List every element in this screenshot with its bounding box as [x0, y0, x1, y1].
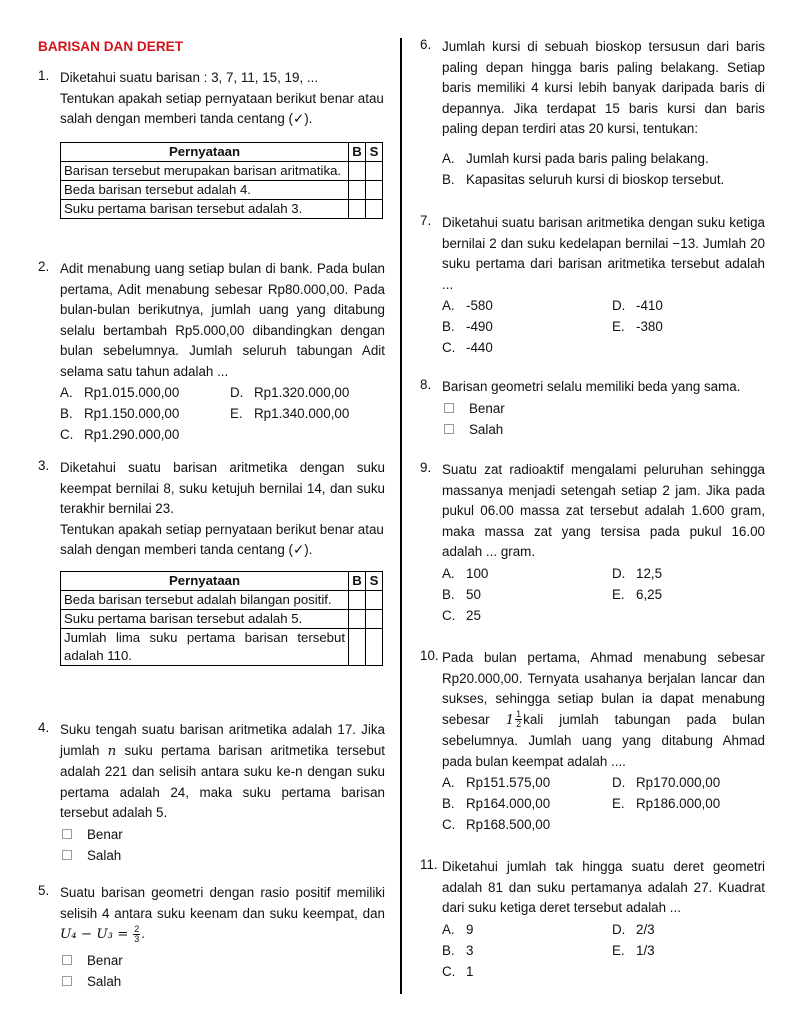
mixed-number: 1 — [505, 712, 515, 728]
option-a[interactable]: A. Rp1.015.000,00 — [60, 385, 180, 400]
question-text: Jumlah kursi di sebuah bioskop tersusun dari baris paling depan hingga baris paling belakang. Setiap baris memiliki 4 kursi lebih banyak daripada baris di depannya. Jika terdapat 15 baris kursi dan baris paling depan terdiri atas 20 kursi, tentukan: — [442, 39, 765, 136]
question-10 — [420, 648, 765, 835]
checkbox[interactable] — [62, 955, 72, 965]
option-a[interactable]: A. -580 — [442, 298, 493, 313]
statement-table — [60, 571, 383, 666]
true-checkbox-cell[interactable] — [349, 161, 366, 180]
option-c[interactable]: C. 25 — [442, 607, 481, 623]
question-text: Diketahui suatu barisan aritmetika dengan suku keempat bernilai 8, suku ketujuh bernilai 14, dan suku terakhir bernilai 23. — [60, 460, 385, 516]
false-checkbox-cell[interactable] — [366, 180, 383, 199]
option-e[interactable]: E. Rp1.340.000,00 — [230, 406, 350, 421]
question-text: Diketahui suatu barisan aritmetika dengan suku ketiga bernilai 2 dan suku kedelapan bernilai −13. Jumlah 20 suku pertama dari barisan aritmetika tersebut adalah ... — [442, 215, 765, 292]
option-c[interactable]: C. -440 — [442, 340, 493, 355]
question-number: 11. — [420, 857, 438, 872]
option-c[interactable]: C. Rp168.500,00 — [442, 817, 551, 832]
question-number: 2. — [38, 259, 50, 274]
question-text: Pada bulan pertama, Ahmad menabung sebesar Rp20.000,00. Ternyata usahanya berjalan lancar dan sukses, sehingga setiap bulan ia dapat menabung sebesar 1 $\frac{1}{2}$ kali jumlah tabungan pada bulan sebelumnya. Jumlah uang yang ditabung Ahmad pada bulan keempat adalah .... — [442, 650, 765, 769]
checkbox[interactable] — [62, 829, 72, 839]
fraction: $\frac{1}{2}$ — [516, 709, 522, 730]
option-e[interactable]: E. -380 — [612, 319, 663, 334]
true-checkbox-cell[interactable] — [349, 609, 366, 628]
question-text: Diketahui suatu barisan : 3, 7, 11, 15, 19, ... — [60, 70, 319, 85]
checkbox[interactable] — [444, 403, 454, 413]
question-number: 10. — [420, 648, 439, 663]
table-row — [61, 199, 383, 218]
true-checkbox-cell[interactable] — [349, 590, 366, 609]
table-header-false: S — [366, 142, 383, 161]
table-row — [61, 609, 383, 628]
false-checkbox-cell[interactable] — [366, 161, 383, 180]
true-checkbox-cell[interactable] — [349, 180, 366, 199]
option-c[interactable]: C. 1 — [442, 963, 474, 979]
option-a[interactable]: A. Rp151.575,00 — [442, 775, 551, 790]
table-row — [61, 180, 383, 199]
question-7 — [420, 213, 765, 358]
option-d[interactable]: D. -410 — [612, 298, 663, 313]
question-6 — [420, 37, 765, 190]
option-b[interactable]: B. Rp164.000,00 — [442, 796, 551, 811]
question-9 — [420, 460, 765, 626]
checkbox[interactable] — [62, 976, 72, 986]
false-checkbox-cell[interactable] — [366, 590, 383, 609]
option-d[interactable]: D. 12,5 — [612, 565, 663, 581]
statement-cell: Suku pertama barisan tersebut adalah 5. — [61, 609, 349, 628]
option-c[interactable]: C. Rp1.290.000,00 — [60, 427, 180, 442]
question-5 — [38, 883, 385, 992]
question-text: Suku tengah suatu barisan aritmetika adalah 17. Jika jumlah n suku pertama barisan aritmetika tersebut adalah 221 dan selisih antara suku ke-n dengan suku pertama adalah 24, maka suku pertama barisan tersebut adalah 5. — [60, 722, 385, 820]
option-e[interactable]: E. 1/3 — [612, 942, 655, 958]
question-number: 3. — [38, 458, 50, 473]
true-checkbox-cell[interactable] — [349, 199, 366, 218]
option-b[interactable]: B. 3 — [442, 942, 474, 958]
choice-benar[interactable]: Benar — [60, 950, 385, 971]
question-number: 1. — [38, 68, 50, 83]
option-b[interactable]: B. -490 — [442, 319, 493, 334]
question-number: 6. — [420, 37, 432, 52]
question-text: Suatu barisan geometri dengan rasio positif memiliki selisih 4 antara suku keenam dan suku keempat, dan U₄ − U₃ = $\frac{2}{3}$ . — [60, 885, 385, 944]
question-instruction: Tentukan apakah setiap pernyataan berikut benar atau salah dengan memberi tanda centang (✓). — [60, 521, 384, 557]
statement-table — [60, 142, 383, 219]
question-instruction: Tentukan apakah setiap pernyataan berikut benar atau salah dengan memberi tanda centang (✓). — [60, 90, 384, 126]
option-b[interactable]: B. 50 — [442, 586, 481, 602]
statement-cell: Beda barisan tersebut adalah bilangan positif. — [61, 590, 349, 609]
option-d[interactable]: D. Rp170.000,00 — [612, 775, 721, 790]
answer-options — [442, 919, 765, 982]
option-d[interactable]: D. 2/3 — [612, 921, 655, 937]
math-expression: U₄ − U₃ = — [60, 927, 129, 942]
option-a[interactable]: A. 9 — [442, 921, 474, 937]
sub-item-a: A. Jumlah kursi pada baris paling belakang. — [442, 150, 709, 166]
question-3 — [38, 458, 385, 666]
question-number: 4. — [38, 720, 50, 735]
table-header-true: B — [349, 142, 366, 161]
table-row — [61, 628, 383, 665]
choice-benar[interactable]: Benar — [60, 824, 385, 845]
option-e[interactable]: E. Rp186.000,00 — [612, 796, 721, 811]
question-text: Suatu zat radioaktif mengalami peluruhan sehingga massanya menjadi setengah setiap 2 jam. Jika pada pukul 06.00 massa zat tersebut adalah 1.600 gram, maka massa zat yang tersisa pada pukul 16.00 adalah ... gram. — [442, 462, 765, 559]
question-8 — [420, 377, 765, 440]
statement-cell: Barisan tersebut merupakan barisan aritmatika. — [61, 161, 349, 180]
option-e[interactable]: E. 6,25 — [612, 586, 663, 602]
answer-options — [442, 295, 765, 358]
question-number: 7. — [420, 213, 432, 228]
option-a[interactable]: A. 100 — [442, 565, 489, 581]
question-4 — [38, 720, 385, 866]
table-header-false: S — [366, 571, 383, 590]
answer-options — [442, 772, 765, 835]
question-number: 8. — [420, 377, 432, 392]
question-text: Adit menabung uang setiap bulan di bank. Pada bulan pertama, Adit menabung sebesar Rp80.000,00. Pada bulan-bulan berikutnya, jumlah uang yang ditabung selalu bertambah Rp5.000,00 dibandingkan dengan bulan sebelumnya. Jumlah seluruh tabungan Adit selama satu tahun adalah ... — [60, 261, 385, 379]
question-2 — [38, 259, 385, 445]
table-row — [61, 161, 383, 180]
false-checkbox-cell[interactable] — [366, 628, 383, 665]
table-header-true: B — [349, 571, 366, 590]
question-number: 5. — [38, 883, 50, 898]
statement-cell: Beda barisan tersebut adalah 4. — [61, 180, 349, 199]
false-checkbox-cell[interactable] — [366, 609, 383, 628]
question-text: Diketahui jumlah tak hingga suatu deret geometri adalah 81 dan suku pertamanya adalah 27. Kuadrat dari suku ketiga deret tersebut adalah ... — [442, 859, 765, 915]
question-1 — [38, 68, 385, 219]
table-header-statement: Pernyataan — [61, 571, 349, 590]
table-header-statement: Pernyataan — [61, 142, 349, 161]
question-11 — [420, 857, 765, 982]
statement-cell: Suku pertama barisan tersebut adalah 3. — [61, 199, 349, 218]
page-title: BARISAN DAN DERET — [38, 39, 184, 54]
fraction: $\frac{2}{3}$ — [134, 923, 140, 944]
statement-cell: Jumlah lima suku pertama barisan tersebut adalah 110. — [61, 628, 349, 665]
question-text: Barisan geometri selalu memiliki beda yang sama. — [442, 379, 741, 394]
column-divider — [400, 38, 402, 994]
choice-salah[interactable]: Salah — [60, 845, 385, 866]
option-d[interactable]: D. Rp1.320.000,00 — [230, 385, 350, 400]
table-row — [61, 590, 383, 609]
question-number: 9. — [420, 460, 432, 475]
option-b[interactable]: B. Rp1.150.000,00 — [60, 406, 180, 421]
choice-benar[interactable]: Benar — [442, 398, 765, 419]
variable-n: n — [107, 743, 117, 759]
answer-options — [60, 382, 385, 445]
choice-salah[interactable]: Salah — [60, 971, 385, 992]
sub-items — [442, 148, 765, 190]
true-checkbox-cell[interactable] — [349, 628, 366, 665]
checkbox[interactable] — [62, 850, 72, 860]
choice-salah[interactable]: Salah — [442, 419, 765, 440]
sub-item-b: B. Kapasitas seluruh kursi di bioskop tersebut. — [442, 171, 725, 187]
false-checkbox-cell[interactable] — [366, 199, 383, 218]
answer-options — [442, 563, 765, 626]
checkbox[interactable] — [444, 424, 454, 434]
